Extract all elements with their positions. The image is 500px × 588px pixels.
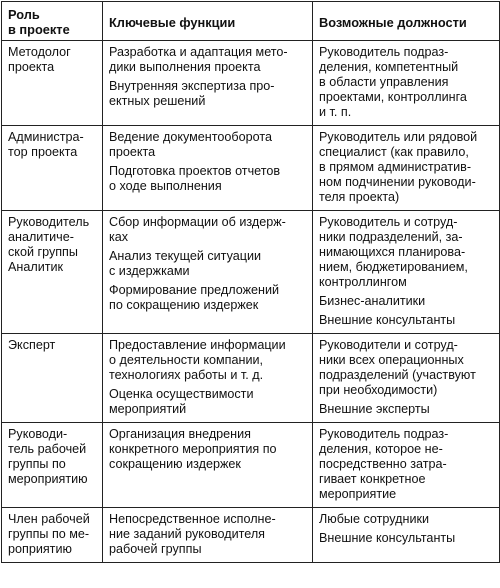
function-item: Анализ текущей ситуации с издержками <box>109 249 262 278</box>
function-item: Предоставление информации о деятельности компании, технологиях работы и т. д. <box>109 338 286 382</box>
position-item: Внешние консультанты <box>319 313 456 327</box>
position-item: Внешние консультанты <box>319 531 456 545</box>
position-item: Внешние эксперты <box>319 402 430 416</box>
role-cell: Методолог проекта <box>2 41 103 126</box>
positions-cell <box>313 126 500 211</box>
role-cell: Руководитель аналитиче- ской группы Аналитик <box>2 211 103 334</box>
role-cell: Эксперт <box>2 334 103 423</box>
positions-cell <box>313 41 500 126</box>
function-item: Организация внедрения конкретного мероприятия по сокращению издержек <box>109 427 277 471</box>
functions-cell <box>103 334 313 423</box>
function-item: Формирование предложений по сокращению издержек <box>109 283 280 312</box>
function-item: Оценка осуществимости мероприятий <box>109 387 254 416</box>
role-cell: Член рабочей группы по ме- роприятию <box>2 508 103 563</box>
functions-cell <box>103 508 313 563</box>
function-item: Сбор информации об издерж- ках <box>109 215 286 244</box>
header-functions: Ключевые функции <box>103 2 313 41</box>
function-item: Ведение документооборота проекта <box>109 130 272 159</box>
positions-cell <box>313 334 500 423</box>
position-item: Руководитель подраз- деления, которое не- посредственно затра- гивает конкретное мероприятие <box>319 427 449 501</box>
positions-cell <box>313 211 500 334</box>
role-cell: Руководи- тель рабочей группы по мероприятию <box>2 423 103 508</box>
position-item: Руководитель или рядовой специалист (как правило, в прямом административ- ном подчинении руководи- теля проекта) <box>319 130 478 204</box>
position-item: Любые сотрудники <box>319 512 430 526</box>
header-positions: Возможные должности <box>313 2 500 41</box>
position-item: Руководители и сотруд- ники всех операционных подразделений (участвуют при необходимости) <box>319 338 476 397</box>
table-row <box>2 126 500 211</box>
function-item: Внутренняя экспертиза про- ектных решений <box>109 79 275 108</box>
table-row <box>2 334 500 423</box>
roles-table <box>1 1 500 563</box>
function-item: Подготовка проектов отчетов о ходе выполнения <box>109 164 281 193</box>
positions-cell <box>313 423 500 508</box>
positions-cell <box>313 508 500 563</box>
functions-cell <box>103 423 313 508</box>
position-item: Руководитель и сотруд- ники подразделений, за- нимающихся планирова- нием, бюджетированием, контроллингом <box>319 215 468 289</box>
role-cell: Администра- тор проекта <box>2 126 103 211</box>
position-item: Бизнес-аналитики <box>319 294 426 308</box>
position-item: Руководитель подраз- деления, компетентный в области управления проектами, контроллинга и т. п. <box>319 45 467 119</box>
functions-cell <box>103 211 313 334</box>
table-row <box>2 508 500 563</box>
function-item: Разработка и адаптация мето- дики выполнения проекта <box>109 45 288 74</box>
header-row <box>2 2 500 41</box>
functions-cell <box>103 41 313 126</box>
table-row <box>2 41 500 126</box>
function-item: Непосредственное исполне- ние заданий руководителя рабочей группы <box>109 512 276 556</box>
table-row <box>2 211 500 334</box>
table-row <box>2 423 500 508</box>
functions-cell <box>103 126 313 211</box>
header-role: Роль в проекте <box>2 2 103 41</box>
